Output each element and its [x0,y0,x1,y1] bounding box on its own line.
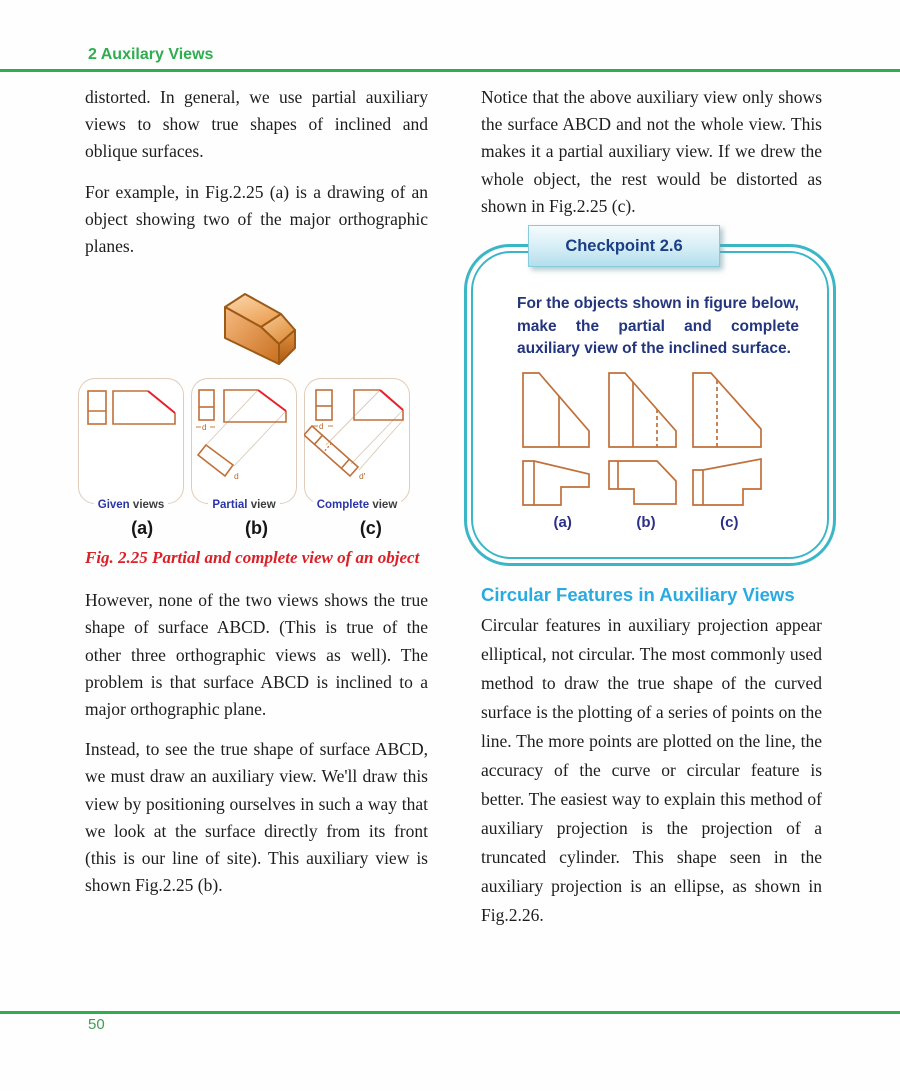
panel-label: Given views [79,499,183,511]
figure-sub-labels [85,518,428,539]
dim-label-d: d [319,422,324,432]
sub-label-c: (c) [359,518,382,539]
paragraph: distorted. In general, we use partial auxiliary views to show true shapes of inclined and oblique surfaces. [85,87,428,162]
dim-label-d: d [202,423,207,433]
paragraph: Circular features in auxiliary projection appear elliptical, not circular. The most commonly used method to draw the true shape of the curved surface is the plotting of a series of points on the line. The more points are plotted on the line, the accuracy of the curve or circular feature is better. The easiest way to explain this method of auxiliary projection is the projection of a truncated cylinder. This shape seen in the auxiliary projection is an ellipse, as shown in Fig.2.26. [481,614,822,925]
chapter-header: 2 Auxilary Views [88,46,214,63]
panel-label: Partial view [192,499,296,511]
page-number: 50 [88,1016,105,1033]
panel-label: Complete view [305,499,409,511]
paragraph: Notice that the above auxiliary view only shows the surface ABCD and not the whole view. This makes it a partial auxiliary view. If we drew the whole object, the rest would be distorted as shown in Fig.2.25 (c). [481,87,822,216]
checkpoint-label-a: (a) [553,513,572,531]
given-views-panel [78,378,184,512]
complete-view-panel [304,378,410,512]
paragraph: Instead, to see the true shape of surface ABCD, we must draw an auxiliary view. We'll draw this view by positioning ourselves in such a way that we look at the surface directly from its front (this is our line of site). This auxiliary view is shown Fig.2.25 (b). [85,739,428,896]
right-column [481,84,822,943]
checkpoint-body-text: For the objects shown in figure below, make the partial and complete auxiliary view of the inclined surface. [517,295,799,358]
paragraph: For example, in Fig.2.25 (a) is a drawing of an object showing two of the major orthographic planes. [85,181,428,257]
isometric-block-icon [193,273,321,369]
sub-label-b: (b) [245,518,268,539]
checkpoint-label-b: (b) [636,513,656,531]
checkpoint-label-c: (c) [720,513,739,531]
checkpoint-sub-labels [521,514,771,531]
section-heading: Circular Features in Auxiliary Views [481,583,795,605]
isometric-object-figure [85,273,428,374]
aux-label-d: d [234,471,239,482]
orthographic-views-figure [78,378,428,512]
sub-label-a: (a) [131,518,154,539]
paragraph: However, none of the two views shows the true shape of surface ABCD. (This is true of the other three orthographic views as well). The problem is that surface ABCD is inclined to a major orthographic plane. [85,590,428,720]
complete-view-drawing [304,382,410,488]
given-views-drawing [78,382,184,488]
checkpoint-title-badge: Checkpoint 2.6 [528,225,720,267]
figure-caption: Fig. 2.25 Partial and complete view of an object [85,548,420,568]
header-rule [0,69,900,72]
checkpoint-figure [521,371,799,514]
partial-view-panel [191,378,297,512]
footer-rule [0,1011,900,1014]
checkpoint-inner-border [471,251,829,559]
partial-view-drawing [191,382,297,488]
aux-label-d-prime: d' [359,471,366,482]
checkpoint-outer-border [464,244,836,566]
left-column [85,84,428,912]
checkpoint-box [464,236,836,566]
checkpoint-objects-drawing [521,371,771,509]
